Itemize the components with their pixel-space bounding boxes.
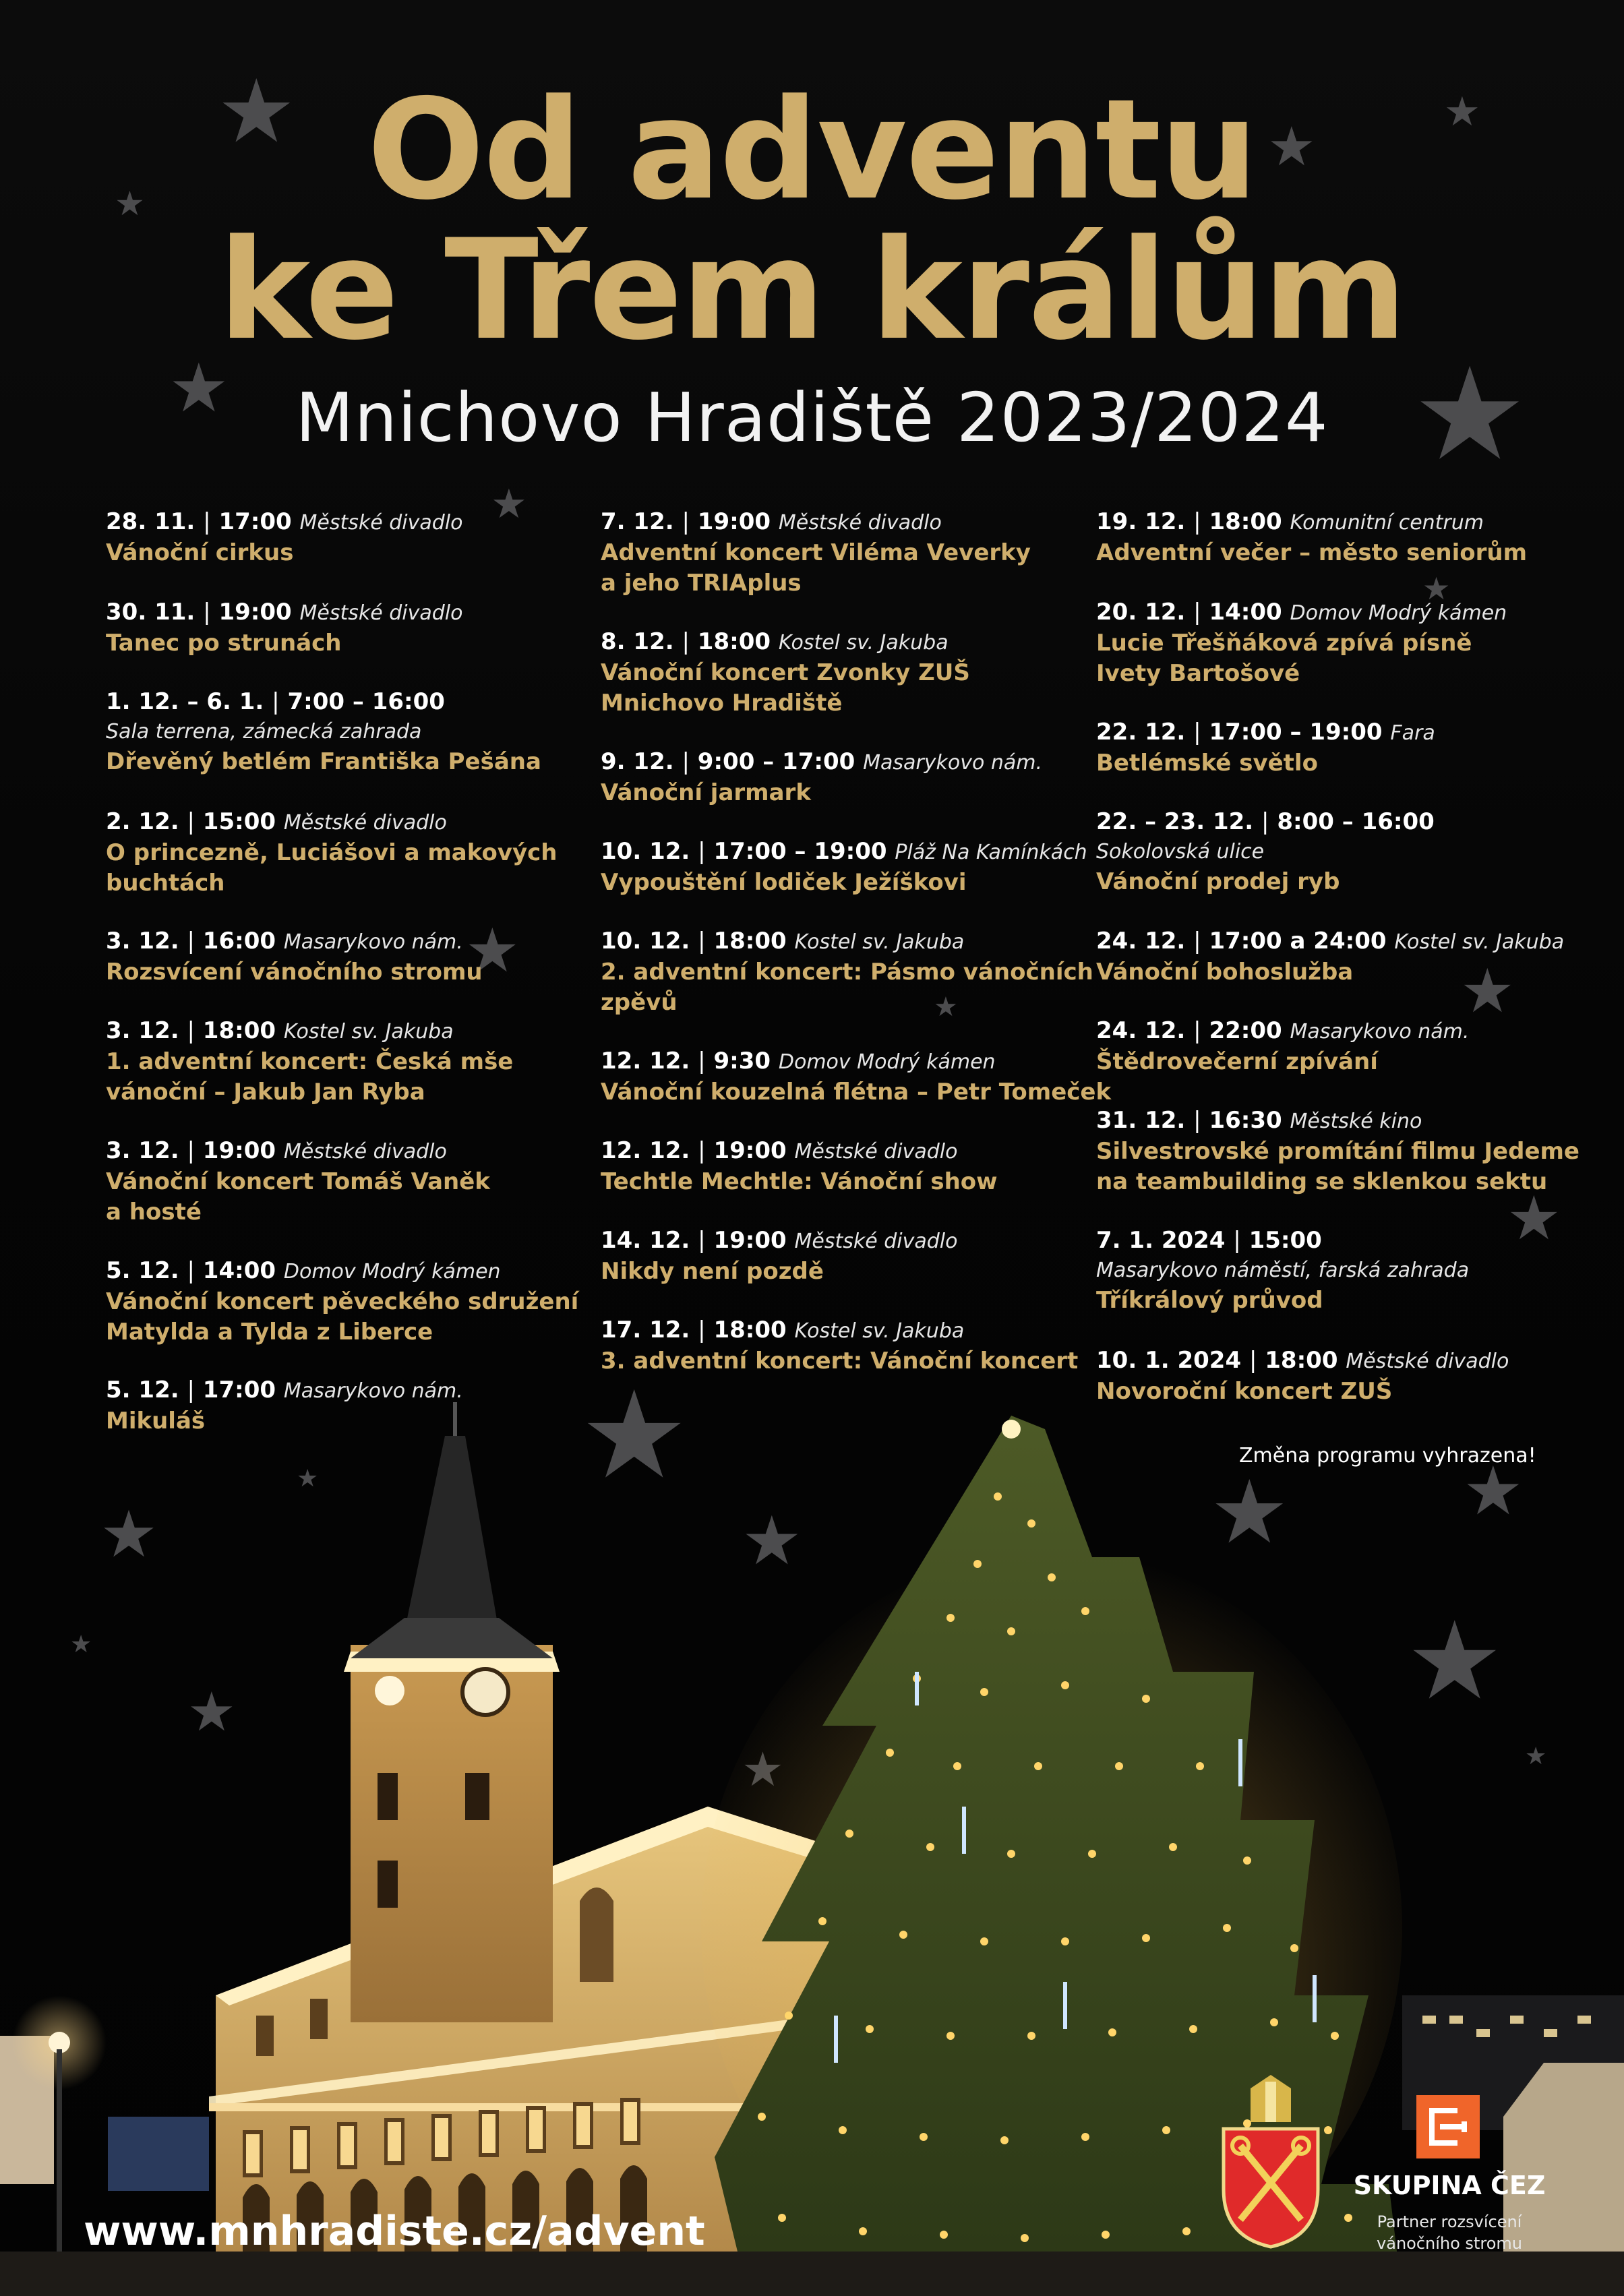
event-title: 3. adventní koncert: Vánoční koncert xyxy=(601,1348,1079,1374)
event-title: Dřevěný betlém Františka Pešána xyxy=(106,748,541,775)
event-title: Vánoční bohoslužba xyxy=(1096,959,1354,986)
event-item xyxy=(106,926,632,988)
event-time: 22. – 23. 12. | 8:00 – 16:00 xyxy=(1096,808,1435,835)
star-icon: ★ xyxy=(742,1501,802,1580)
event-item xyxy=(106,597,632,659)
event-item xyxy=(1096,807,1622,897)
star-icon: ★ xyxy=(491,481,527,528)
event-item xyxy=(601,1136,1126,1197)
event-venue: Městské divadlo xyxy=(283,1140,447,1164)
star-icon: ★ xyxy=(1444,88,1480,135)
program-change-note: Změna programu vyhrazena! xyxy=(1239,1444,1536,1468)
event-time: 31. 12. | 16:30 Městské kino xyxy=(1096,1107,1422,1134)
event-item xyxy=(106,1016,632,1108)
event-time: 5. 12. | 14:00 Domov Modrý kámen xyxy=(106,1257,501,1284)
event-time: 9. 12. | 9:00 – 17:00 Masarykovo nám. xyxy=(601,748,1043,775)
event-venue: Městské kino xyxy=(1290,1110,1422,1133)
event-time: 10. 12. | 17:00 – 19:00 Pláž Na Kamínkách xyxy=(601,838,1087,865)
event-item xyxy=(601,1315,1126,1377)
event-time: 2. 12. | 15:00 Městské divadlo xyxy=(106,808,447,835)
event-venue: Kostel sv. Jakuba xyxy=(778,631,949,655)
event-venue: Fara xyxy=(1390,721,1435,745)
event-item xyxy=(106,687,632,777)
event-title: Lucie Třešňáková zpívá písně Ivety Bartošové xyxy=(1096,630,1472,687)
event-title: Novoroční koncert ZUŠ xyxy=(1096,1378,1393,1405)
event-item xyxy=(1096,717,1622,779)
event-time: 28. 11. | 17:00 Městské divadlo xyxy=(106,508,463,535)
star-icon: ★ xyxy=(934,992,958,1023)
star-icon: ★ xyxy=(1463,1451,1524,1530)
star-icon: ★ xyxy=(580,1365,689,1506)
event-time: 3. 12. | 18:00 Kostel sv. Jakuba xyxy=(106,1017,454,1044)
event-time: 10. 1. 2024 | 18:00 Městské divadlo xyxy=(1096,1347,1509,1374)
event-venue: Masarykovo nám. xyxy=(283,930,463,954)
event-title: O princezně, Luciášovi a makových buchtách xyxy=(106,839,558,897)
event-item xyxy=(1096,1106,1622,1197)
event-time: 17. 12. | 18:00 Kostel sv. Jakuba xyxy=(601,1317,965,1343)
event-title: Rozsvícení vánočního stromu xyxy=(106,959,483,986)
star-icon: ★ xyxy=(1422,570,1451,607)
star-icon: ★ xyxy=(1210,1461,1289,1563)
event-item xyxy=(106,507,632,568)
event-time: 5. 12. | 17:00 Masarykovo nám. xyxy=(106,1377,463,1403)
event-venue: Masarykovo nám. xyxy=(863,751,1043,775)
event-title: Silvestrovské promítání filmu Jedeme na teambuilding se sklenkou sektu xyxy=(1096,1138,1580,1195)
event-title: Štědrovečerní zpívání xyxy=(1096,1048,1378,1075)
event-item xyxy=(1096,1226,1622,1316)
event-venue: Masarykovo náměstí, farská zahrada xyxy=(1096,1259,1470,1282)
event-venue: Městské divadlo xyxy=(794,1230,958,1253)
event-item xyxy=(601,1046,1126,1108)
event-item xyxy=(106,1256,632,1348)
event-title: Tanec po strunách xyxy=(106,630,342,657)
star-icon: ★ xyxy=(115,184,145,223)
star-icon: ★ xyxy=(1412,340,1528,489)
event-title: Tříkrálový průvod xyxy=(1096,1287,1323,1314)
event-item xyxy=(1096,597,1622,689)
event-title: Mikuláš xyxy=(106,1408,206,1434)
event-time: 12. 12. | 9:30 Domov Modrý kámen xyxy=(601,1048,996,1075)
title-line-1: Od adventu xyxy=(367,70,1257,231)
event-title: Vánoční koncert pěveckého sdružení Matylda a Tylda z Liberce xyxy=(106,1288,579,1346)
star-icon: ★ xyxy=(1507,1183,1561,1254)
event-time: 30. 11. | 19:00 Městské divadlo xyxy=(106,599,463,626)
event-venue: Městské divadlo xyxy=(299,601,463,625)
event-title: Vypouštění lodiček Ježíškovi xyxy=(601,869,967,896)
event-venue: Městské divadlo xyxy=(794,1140,958,1164)
star-icon: ★ xyxy=(1406,1598,1503,1724)
star-icon: ★ xyxy=(1267,115,1316,178)
event-venue: Masarykovo nám. xyxy=(283,1379,463,1403)
event-venue: Městské divadlo xyxy=(283,811,447,835)
event-venue: Domov Modrý kámen xyxy=(1290,601,1507,625)
event-title: 2. adventní koncert: Pásmo vánočních zpěvů xyxy=(601,959,1093,1016)
event-venue: Kostel sv. Jakuba xyxy=(1394,930,1565,954)
star-icon: ★ xyxy=(1525,1743,1547,1770)
event-venue: Domov Modrý kámen xyxy=(778,1050,996,1074)
event-venue: Domov Modrý kámen xyxy=(283,1260,501,1283)
event-title: Vánoční kouzelná flétna – Petr Tomeček xyxy=(601,1079,1112,1106)
star-icon: ★ xyxy=(217,60,296,162)
event-time: 12. 12. | 19:00 Městské divadlo xyxy=(601,1137,958,1164)
event-title: Vánoční jarmark xyxy=(601,779,811,806)
event-venue: Kostel sv. Jakuba xyxy=(794,1319,965,1343)
event-time: 8. 12. | 18:00 Kostel sv. Jakuba xyxy=(601,628,949,655)
event-time: 14. 12. | 19:00 Městské divadlo xyxy=(601,1227,958,1254)
event-venue: Masarykovo nám. xyxy=(1290,1020,1470,1044)
event-item xyxy=(601,926,1126,1018)
event-time: 10. 12. | 18:00 Kostel sv. Jakuba xyxy=(601,928,965,955)
star-icon: ★ xyxy=(465,915,520,986)
event-item xyxy=(106,807,632,899)
event-venue: Kostel sv. Jakuba xyxy=(794,930,965,954)
event-title: Betlémské světlo xyxy=(1096,750,1318,777)
event-item xyxy=(601,747,1126,808)
event-item xyxy=(1096,507,1622,568)
event-time: 24. 12. | 22:00 Masarykovo nám. xyxy=(1096,1017,1470,1044)
event-time: 20. 12. | 14:00 Domov Modrý kámen xyxy=(1096,599,1507,626)
town-hall-and-christmas-tree-photo xyxy=(0,1389,1624,2296)
star-icon: ★ xyxy=(70,1631,92,1658)
sponsor-name: SKUPINA ČEZ xyxy=(1353,2171,1546,2200)
event-venue: Kostel sv. Jakuba xyxy=(283,1020,454,1044)
cez-logo-icon xyxy=(1416,2095,1480,2158)
event-venue: Městské divadlo xyxy=(1346,1350,1509,1373)
event-title: Vánoční koncert Zvonky ZUŠ Mnichovo Hradiště xyxy=(601,659,970,717)
star-icon: ★ xyxy=(187,1681,236,1743)
event-venue: Komunitní centrum xyxy=(1290,511,1484,535)
event-time: 7. 12. | 19:00 Městské divadlo xyxy=(601,508,942,535)
event-venue: Městské divadlo xyxy=(299,511,463,535)
title-line-2: ke Třem králům xyxy=(218,210,1406,371)
event-title: Nikdy není pozdě xyxy=(601,1258,824,1285)
event-time: 24. 12. | 17:00 a 24:00 Kostel sv. Jakuba xyxy=(1096,928,1565,955)
sponsor-caption: Partner rozsvícení vánočního stromu xyxy=(1377,2212,1522,2253)
star-icon: ★ xyxy=(297,1465,319,1492)
event-venue: Sala terrena, zámecká zahrada xyxy=(106,720,422,744)
event-item xyxy=(601,627,1126,719)
event-venue: Městské divadlo xyxy=(778,511,942,535)
event-item xyxy=(601,837,1126,898)
star-icon: ★ xyxy=(1460,956,1515,1027)
star-icon: ★ xyxy=(169,349,229,427)
star-icon: ★ xyxy=(100,1497,158,1572)
website-url[interactable]: www.mnhradiste.cz/advent xyxy=(84,2208,705,2255)
event-item xyxy=(601,507,1126,599)
event-time: 3. 12. | 16:00 Masarykovo nám. xyxy=(106,928,463,955)
event-venue: Sokolovská ulice xyxy=(1096,840,1265,864)
event-venue: Pláž Na Kamínkách xyxy=(895,841,1087,864)
event-title: 1. adventní koncert: Česká mše vánoční – Jakub Jan Ryba xyxy=(106,1048,514,1106)
event-title: Vánoční cirkus xyxy=(106,539,294,566)
event-title: Vánoční prodej ryb xyxy=(1096,868,1340,895)
event-time: 19. 12. | 18:00 Komunitní centrum xyxy=(1096,508,1484,535)
event-time: 1. 12. – 6. 1. | 7:00 – 16:00 xyxy=(106,688,445,715)
event-title: Techtle Mechtle: Vánoční show xyxy=(601,1168,998,1195)
event-item xyxy=(1096,1016,1622,1077)
subtitle: Mnichovo Hradiště 2023/2024 xyxy=(295,378,1329,457)
town-coat-of-arms-icon xyxy=(1210,2075,1331,2250)
event-time: 7. 1. 2024 | 15:00 xyxy=(1096,1227,1322,1254)
event-item xyxy=(1096,926,1622,988)
event-title: Vánoční koncert Tomáš Vaněk a hosté xyxy=(106,1168,490,1226)
event-title: Adventní koncert Viléma Veverky a jeho TRIAplus xyxy=(601,539,1031,597)
event-time: 22. 12. | 17:00 – 19:00 Fara xyxy=(1096,719,1435,746)
event-item xyxy=(106,1136,632,1228)
event-item xyxy=(601,1226,1126,1287)
event-title: Adventní večer – město seniorům xyxy=(1096,539,1527,566)
event-time: 3. 12. | 19:00 Městské divadlo xyxy=(106,1137,447,1164)
